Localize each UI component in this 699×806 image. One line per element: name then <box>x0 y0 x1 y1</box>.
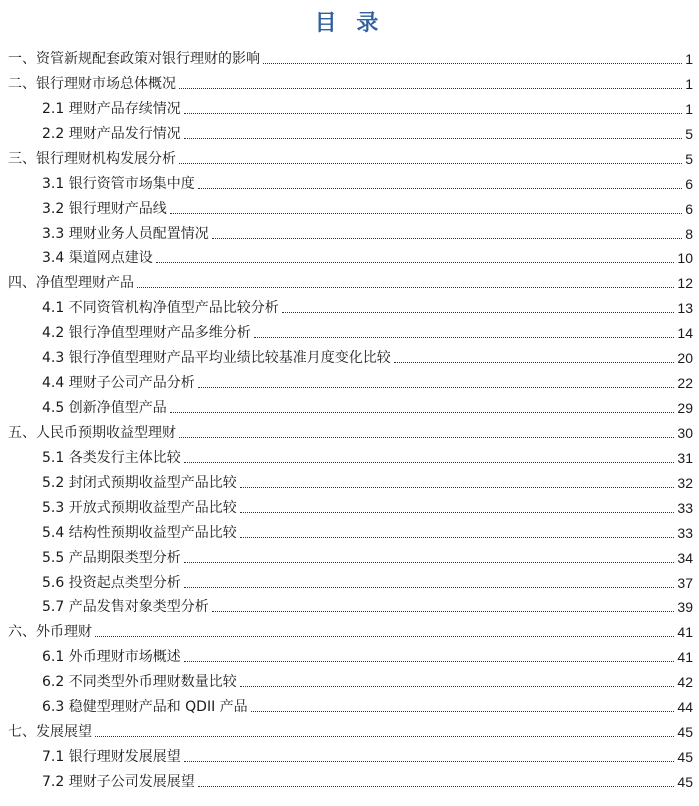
toc-page-number: 33 <box>677 499 693 516</box>
dot-leader <box>198 786 675 787</box>
toc-entry-title: 2.1 理财产品存续情况 <box>42 100 181 117</box>
toc-subsection-entry[interactable] <box>42 447 693 467</box>
dot-leader <box>198 188 682 189</box>
toc-page-number: 33 <box>677 524 693 541</box>
toc-entry-title: 5.2 封闭式预期收益型产品比较 <box>42 474 237 491</box>
toc-page-number: 42 <box>677 674 693 691</box>
toc-page-number: 45 <box>677 773 693 790</box>
toc-entry-title: 5.6 投资起点类型分析 <box>42 574 181 591</box>
toc-entry-title: 5.7 产品发售对象类型分析 <box>42 599 209 616</box>
dot-leader <box>240 686 675 687</box>
toc-entry-title: 4.5 创新净值型产品 <box>42 400 167 417</box>
toc-section-entry[interactable] <box>8 73 693 93</box>
toc-entry-title: 3.2 银行理财产品线 <box>42 200 167 217</box>
toc-subsection-entry[interactable] <box>42 472 693 492</box>
toc-subsection-entry[interactable] <box>42 247 693 267</box>
toc-entry-title: 6.1 外币理财市场概述 <box>42 649 181 666</box>
dot-leader <box>156 262 675 263</box>
toc-page-number: 34 <box>677 549 693 566</box>
toc-entry-title: 5.4 结构性预期收益型产品比较 <box>42 524 237 541</box>
toc-subsection-entry[interactable] <box>42 347 693 367</box>
toc-entry-title: 四、净值型理财产品 <box>8 275 134 292</box>
toc-section-entry[interactable] <box>8 272 693 292</box>
toc-entry-title: 6.3 稳健型理财产品和 QDII 产品 <box>42 699 248 716</box>
dot-leader <box>95 636 674 637</box>
dot-leader <box>254 337 675 338</box>
toc-page-number: 44 <box>677 699 693 716</box>
toc-entry-title: 六、外币理财 <box>8 624 92 641</box>
toc-page-number: 32 <box>677 474 693 491</box>
toc-entry-title: 3.3 理财业务人员配置情况 <box>42 225 209 242</box>
toc-page-number: 22 <box>677 375 693 392</box>
dot-leader <box>263 63 682 64</box>
toc-page-number: 1 <box>685 100 693 117</box>
toc-entry-title: 4.3 银行净值型理财产品平均业绩比较基准月度变化比较 <box>42 350 391 367</box>
dot-leader <box>170 213 682 214</box>
toc-section-entry[interactable] <box>8 148 693 168</box>
toc-page-number: 6 <box>685 175 693 192</box>
toc-subsection-entry[interactable] <box>42 746 693 766</box>
toc-subsection-entry[interactable] <box>42 572 693 592</box>
dot-leader <box>184 562 675 563</box>
dot-leader <box>184 661 675 662</box>
toc-page-number: 30 <box>677 424 693 441</box>
toc-page-number: 6 <box>685 200 693 217</box>
dot-leader <box>240 487 675 488</box>
toc-entry-title: 7.2 理财子公司发展展望 <box>42 773 195 790</box>
dot-leader <box>212 238 682 239</box>
dot-leader <box>282 312 675 313</box>
dot-leader <box>170 412 675 413</box>
dot-leader <box>184 113 682 114</box>
dot-leader <box>240 537 675 538</box>
dot-leader <box>179 163 682 164</box>
toc-page-number: 45 <box>677 749 693 766</box>
toc-entry-title: 5.5 产品期限类型分析 <box>42 549 181 566</box>
toc-subsection-entry[interactable] <box>42 123 693 143</box>
toc-page-number: 31 <box>677 449 693 466</box>
toc-entry-title: 4.4 理财子公司产品分析 <box>42 375 195 392</box>
toc-page-number: 12 <box>677 275 693 292</box>
toc-entry-title: 五、人民币预期收益型理财 <box>8 424 176 441</box>
toc-entry-title: 七、发展展望 <box>8 724 92 741</box>
toc-subsection-entry[interactable] <box>42 98 693 118</box>
dot-leader <box>184 138 682 139</box>
toc-page-number: 1 <box>685 51 693 67</box>
toc-subsection-entry[interactable] <box>42 223 693 243</box>
dot-leader <box>137 287 674 288</box>
toc-entry-title: 4.1 不同资管机构净值型产品比较分析 <box>42 300 279 317</box>
dot-leader <box>251 711 675 712</box>
toc-page-number: 13 <box>677 300 693 317</box>
toc-section-entry[interactable] <box>8 721 693 741</box>
toc-entry-title: 3.4 渠道网点建设 <box>42 250 153 267</box>
toc-subsection-entry[interactable] <box>42 322 693 342</box>
toc-entry-title: 一、资管新规配套政策对银行理财的影响 <box>8 51 260 67</box>
toc-page-number: 37 <box>677 574 693 591</box>
toc-subsection-entry[interactable] <box>42 696 693 716</box>
toc-entry-title: 7.1 银行理财发展展望 <box>42 749 181 766</box>
toc-section-entry[interactable] <box>8 621 693 641</box>
toc-subsection-entry[interactable] <box>42 297 693 317</box>
toc-entry-title: 二、银行理财市场总体概况 <box>8 75 176 92</box>
dot-leader <box>184 587 675 588</box>
toc-entry-title: 3.1 银行资管市场集中度 <box>42 175 195 192</box>
dot-leader <box>198 387 675 388</box>
dot-leader <box>95 736 674 737</box>
toc-subsection-entry[interactable] <box>42 497 693 517</box>
toc-page-number: 20 <box>677 350 693 367</box>
toc-subsection-entry[interactable] <box>42 372 693 392</box>
toc-entry-title: 三、银行理财机构发展分析 <box>8 150 176 167</box>
toc-page-number: 1 <box>685 75 693 92</box>
toc-page-number: 45 <box>677 724 693 741</box>
toc-page-number: 29 <box>677 400 693 417</box>
toc-subsection-entry[interactable] <box>42 646 693 666</box>
dot-leader <box>184 462 675 463</box>
toc-page-number: 10 <box>677 250 693 267</box>
toc-entry-title: 6.2 不同类型外币理财数量比较 <box>42 674 237 691</box>
toc-subsection-entry[interactable] <box>42 397 693 417</box>
toc-page-number: 14 <box>677 325 693 342</box>
toc-subsection-entry[interactable] <box>42 596 693 616</box>
toc-page-number: 39 <box>677 599 693 616</box>
toc-page-number: 41 <box>677 649 693 666</box>
toc-entry-title: 2.2 理财产品发行情况 <box>42 125 181 142</box>
toc-subsection-entry[interactable] <box>42 671 693 691</box>
toc-entry-title: 4.2 银行净值型理财产品多维分析 <box>42 325 251 342</box>
toc-page-number: 5 <box>685 125 693 142</box>
toc-subsection-entry[interactable] <box>42 198 693 218</box>
toc-page-number: 5 <box>685 150 693 167</box>
toc-title: 目 录 <box>314 11 385 36</box>
dot-leader <box>184 761 675 762</box>
toc-entry-title: 5.1 各类发行主体比较 <box>42 449 181 466</box>
dot-leader <box>212 611 675 612</box>
toc-subsection-entry[interactable] <box>42 522 693 542</box>
toc-section-entry[interactable] <box>8 422 693 442</box>
toc-page-number: 8 <box>685 225 693 242</box>
dot-leader <box>240 512 675 513</box>
toc-subsection-entry[interactable] <box>42 771 693 791</box>
dot-leader <box>179 437 674 438</box>
dot-leader <box>394 362 675 363</box>
toc-subsection-entry[interactable] <box>42 173 693 193</box>
toc-entry-title: 5.3 开放式预期收益型产品比较 <box>42 499 237 516</box>
toc-subsection-entry[interactable] <box>42 547 693 567</box>
dot-leader <box>179 88 682 89</box>
toc-page-number: 41 <box>677 624 693 641</box>
toc-section-entry[interactable] <box>8 48 693 68</box>
